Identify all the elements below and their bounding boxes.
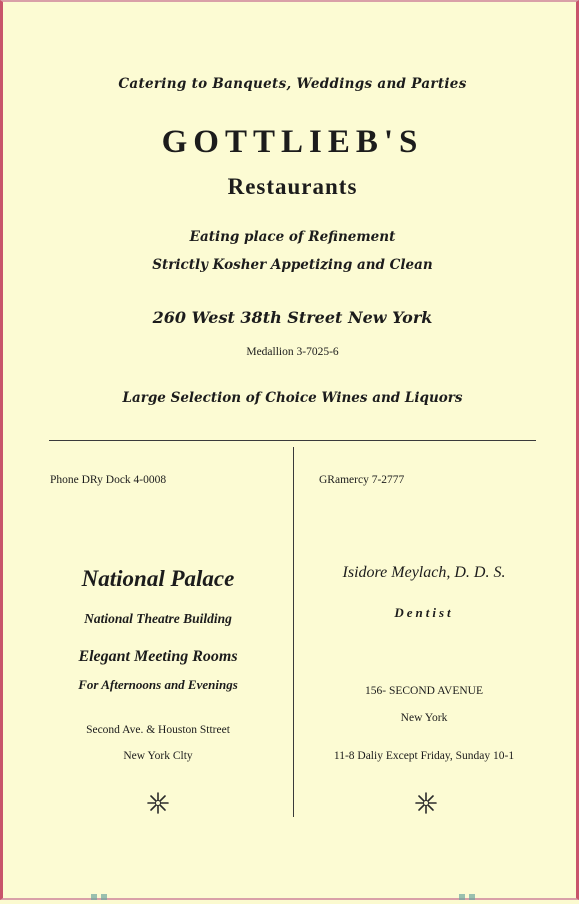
national-palace-city: New York Clty: [123, 750, 193, 762]
restaurant-address: 260 West 38th Street New York: [152, 308, 433, 327]
national-palace-title: National Palace: [81, 566, 235, 591]
tagline: Catering to Banquets, Weddings and Parties: [118, 76, 467, 92]
dentist-address: 156- SECOND AVENUE: [365, 685, 483, 697]
restaurant-phone: Medallion 3-7025-6: [246, 346, 339, 358]
left-phone: Phone DRy Dock 4-0008: [50, 474, 167, 486]
slogan-kosher: Strictly Kosher Appetizing and Clean: [152, 257, 433, 273]
national-palace-address: Second Ave. & Houston Sttreet: [86, 724, 230, 736]
dentist-title: Dentist: [394, 605, 454, 620]
national-palace-building: National Theatre Building: [84, 611, 232, 626]
footer-ornament-left: [89, 885, 109, 895]
slogan-refinement: Eating place of Refinement: [189, 229, 396, 245]
right-phone: GRamercy 7-2777: [319, 474, 405, 486]
sunburst-ornament-icon: [414, 791, 438, 815]
dentist-name: Isidore Meylach, D. D. S.: [342, 564, 506, 581]
business-subtitle: Restaurants: [227, 174, 358, 199]
horizontal-divider: [49, 440, 536, 441]
wines-line: Large Selection of Choice Wines and Liquors: [122, 390, 463, 406]
footer-ornament-right: [457, 885, 477, 895]
sunburst-ornament-icon: [146, 791, 170, 815]
business-name: GOTTLIEB'S: [161, 124, 424, 160]
meeting-times-line: For Afternoons and Evenings: [78, 677, 238, 692]
meeting-rooms-line: Elegant Meeting Rooms: [78, 648, 238, 665]
vertical-divider: [293, 447, 294, 817]
dentist-hours: 11-8 Daliy Except Friday, Sunday 10-1: [333, 750, 515, 762]
dentist-city: New York: [400, 712, 448, 724]
